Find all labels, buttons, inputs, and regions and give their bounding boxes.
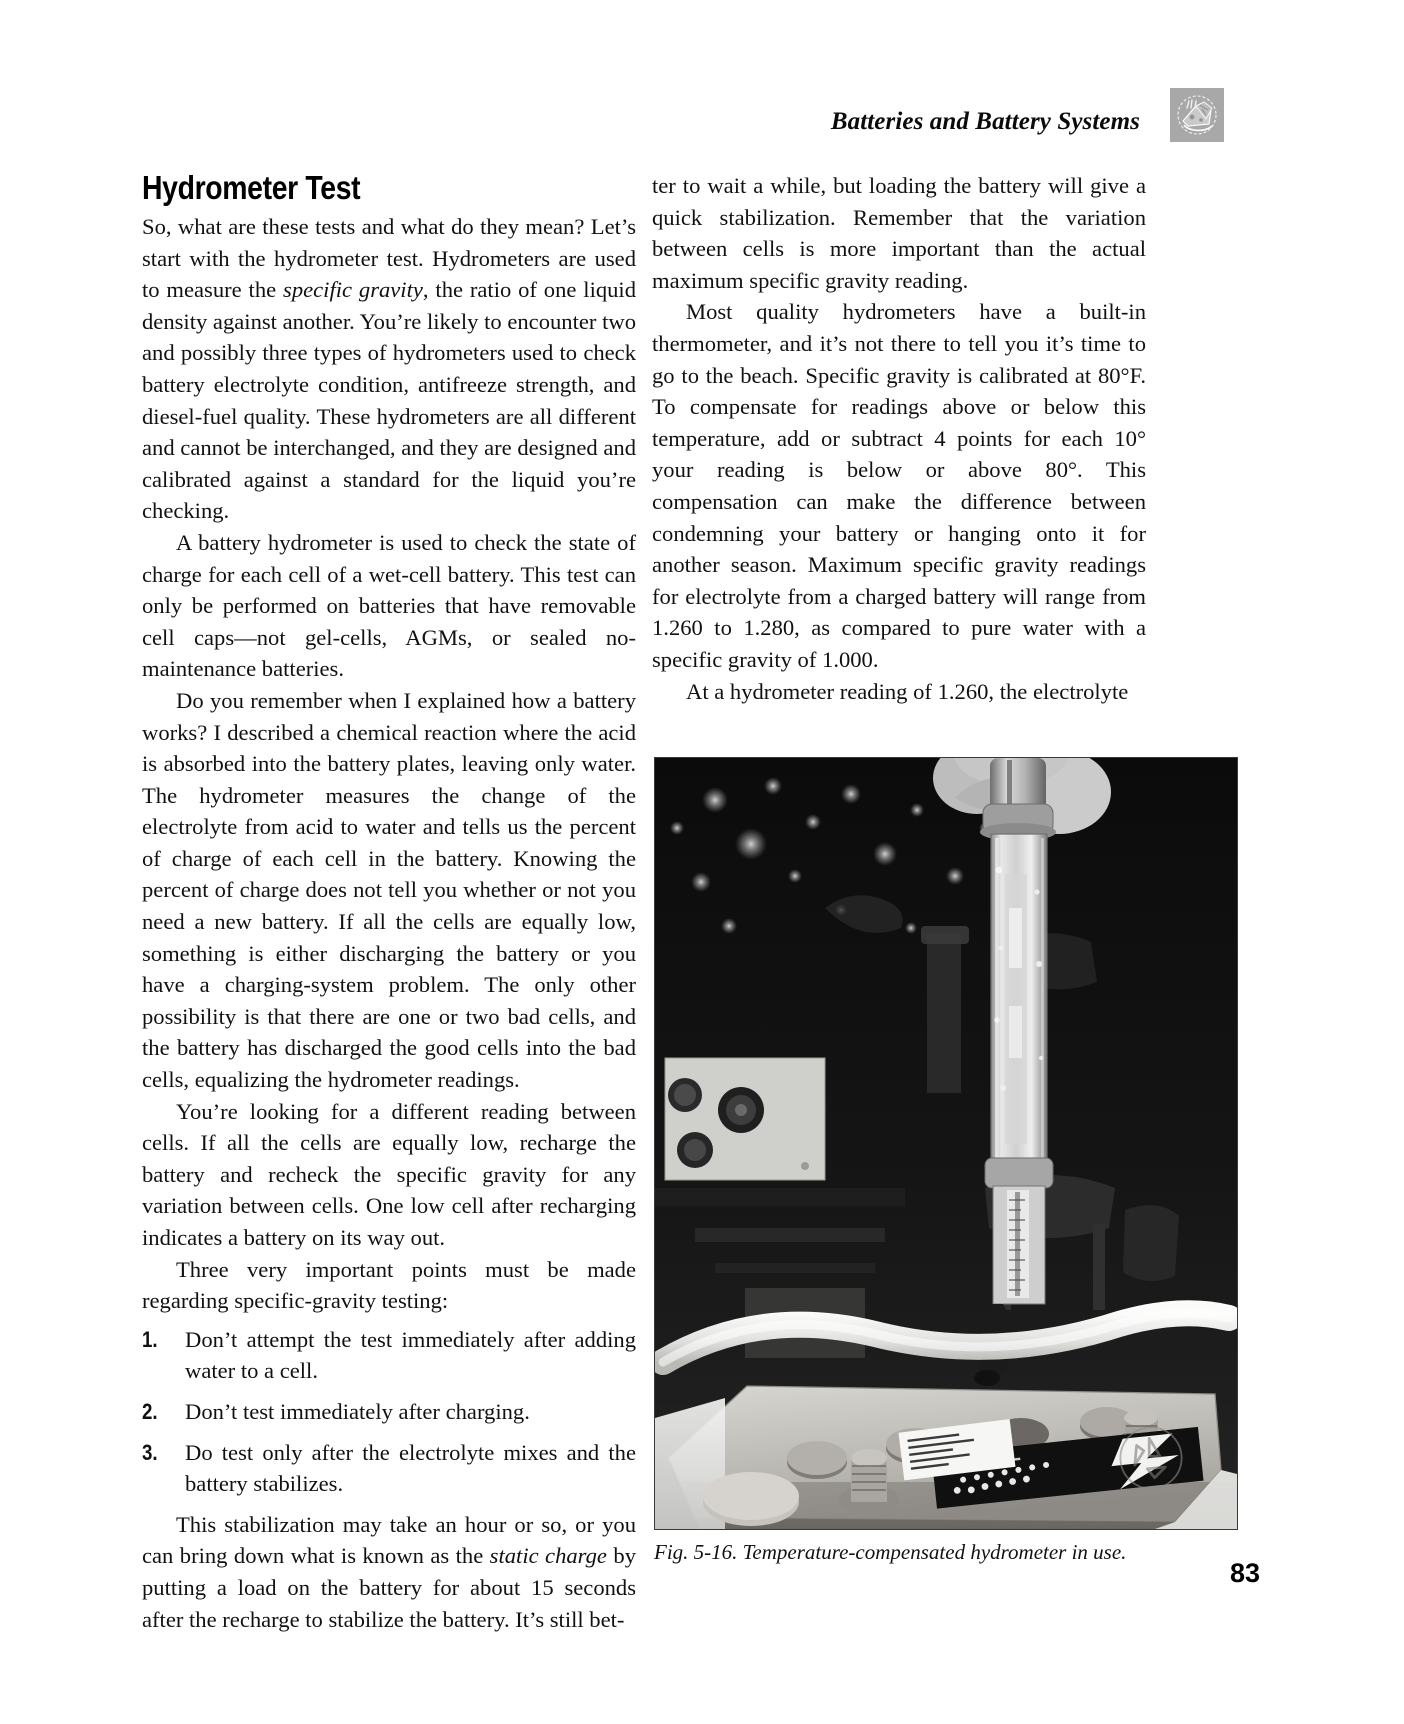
paragraph: ter to wait a while, but loading the battery will give a quick stabilization. Remember that the variation between cells is more important than the actual maximum specific gravity reading. (652, 173, 1146, 293)
paragraph: Most quality hydrometers have a built-in thermometer, and it’s not there to tell you it’s time to go to the beach. Specific gravity is calibrated at 80°F. To compensate for readings above or below this temperature, add or subtract 4 points for each 10° your reading is below or above 80°. This compensation can make the difference between condemning your battery or hanging onto it for another season. Maximum specific gravity readings for electrolyte from a charged battery will range from 1.260 to 1.280, as compared to pure water with a specific gravity of 1.000. (652, 299, 1146, 672)
italic-term-specific-gravity: specific gravity (283, 277, 423, 303)
left-text-column (142, 170, 636, 1635)
list-item-number: 3. (142, 1439, 158, 1465)
list-item (142, 1437, 636, 1500)
list-item (142, 1324, 636, 1387)
paragraph: At a hydrometer reading of 1.260, the electrolyte (686, 678, 1129, 704)
paragraph-text-a: So, what are these tests and what do they mean? Let’s start with the hydrometer test. Hydrometers are used to measure the (142, 214, 636, 303)
paragraph-text-b: by putting a load on the battery for about 15 seconds after the recharge to stabilize the battery. It’s still bet- (142, 1543, 636, 1632)
numbered-list (142, 1324, 636, 1500)
page-number: 83 (1229, 1558, 1260, 1588)
temperature-compensated-hydrometer-photo (654, 757, 1238, 1530)
right-text-column (652, 170, 1146, 707)
list-item-label: Do test only after the electrolyte mixes and the battery stabilizes. (185, 1439, 636, 1497)
list-item-label: Don’t test immediately after charging. (185, 1398, 530, 1424)
section-title: Hydrometer Test (142, 169, 361, 206)
engine-toolbox-icon (1170, 88, 1224, 142)
paragraph: Do you remember when I explained how a battery works? I described a chemical reaction where the acid is absorbed into the battery plates, leaving only water. The hydrometer measures the change of the electrolyte from acid to water and tells us the percent of charge of each cell in the battery. Knowing the percent of charge does not tell you whether or not you need a new battery. If all the cells are equally low, something is either discharging the battery or you have a charging-system problem. The only other possibility is that there are one or two bad cells, and the battery has discharged the good cells into the bad cells, equalizing the hydrometer readings. (142, 687, 636, 1093)
paragraph: Three very important points must be made regarding specific-gravity testing: (142, 1256, 636, 1314)
paragraph-text-a: This stabilization may take an hour or so, or you can bring down what is known as the (142, 1511, 636, 1569)
list-item (142, 1396, 636, 1428)
list-item-number: 1. (142, 1326, 158, 1352)
figure-caption: Fig. 5-16. Temperature-compensated hydrometer in use. (654, 1540, 1127, 1564)
italic-term-static-charge: static charge (489, 1543, 607, 1569)
paragraph: A battery hydrometer is used to check the state of charge for each cell of a wet-cell battery. This test can only be performed on batteries that have removable cell caps—not gel-cells, AGMs, or sealed no-maintenance batteries. (142, 529, 636, 682)
list-item-number: 2. (142, 1398, 158, 1424)
paragraph (142, 1509, 636, 1635)
list-item-label: Don’t attempt the test immediately after adding water to a cell. (185, 1326, 636, 1384)
paragraph-text-b: , the ratio of one liquid density against another. You’re likely to encounter two and possibly three types of hydrometers used to check battery electrolyte condition, antifreeze strength, and diesel-fuel quality. These hydrometers are all different and cannot be interchanged, and they are designed and calibrated against a standard for the liquid you’re checking. (142, 277, 637, 524)
paragraph (142, 211, 636, 527)
figure-block (654, 757, 1238, 1564)
running-head: Batteries and Battery Systems (830, 108, 1140, 135)
paragraph: You’re looking for a different reading between cells. If all the cells are equally low, recharge the battery and recheck the specific gravity for any variation between cells. One low cell after recharging indicates a battery on its way out. (142, 1098, 636, 1250)
